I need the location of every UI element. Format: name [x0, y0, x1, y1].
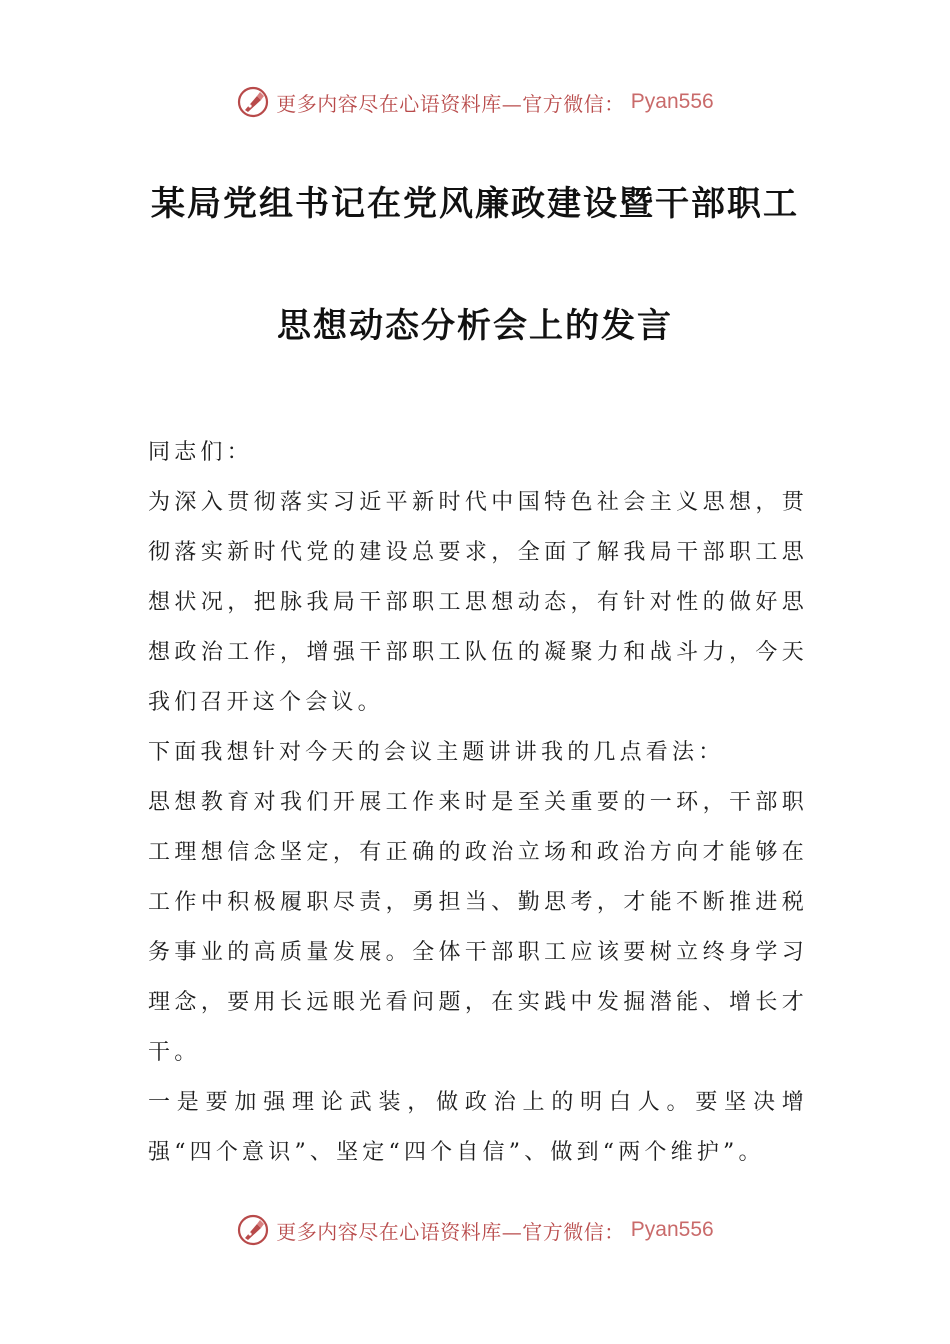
- document-body: [148, 428, 808, 1178]
- document-title-line-2: 思想动态分析会上的发言: [277, 306, 673, 346]
- watermark-wechat-id: Pyan556: [630, 90, 714, 113]
- salutation: 同志们：: [148, 440, 253, 465]
- body-paragraph: 一是要加强理论武装，做政治上的明白人。要坚决增强“四个意识”、坚定“四个自信”、做到“两个维护”。: [148, 1090, 808, 1165]
- body-paragraph: 为深入贯彻落实习近平新时代中国特色社会主义思想，贯彻落实新时代党的建设总要求，全面了解我局干部职工思想状况，把脉我局干部职工思想动态，有针对性的做好思想政治工作，增强干部职工队伍的凝聚力和战斗力，今天我们召开这个会议。: [148, 490, 808, 715]
- watermark-text: 更多内容尽在心语资料库—官方微信：: [276, 91, 625, 116]
- header-watermark: [0, 80, 950, 124]
- footer-watermark: [0, 1208, 950, 1252]
- body-paragraph: 思想教育对我们开展工作来时是至关重要的一环，干部职工理想信念坚定，有正确的政治立场和政治方向才能够在工作中积极履职尽责，勇担当、勤思考，才能不断推进税务事业的高质量发展。全体干部职工应该要树立终身学习理念，要用长远眼光看问题，在实践中发掘潜能、增长才干。: [148, 790, 808, 1065]
- watermark-text: 更多内容尽在心语资料库—官方微信：: [276, 1219, 625, 1244]
- body-paragraph: 下面我想针对今天的会议主题讲讲我的几点看法：: [148, 740, 725, 765]
- watermark-wechat-id: Pyan556: [630, 1218, 714, 1241]
- pen-nib-logo-icon: [236, 1213, 270, 1247]
- pen-nib-logo-icon: [236, 85, 270, 119]
- document-title-line-1: 某局党组书记在党风廉政建设暨干部职工: [151, 184, 799, 224]
